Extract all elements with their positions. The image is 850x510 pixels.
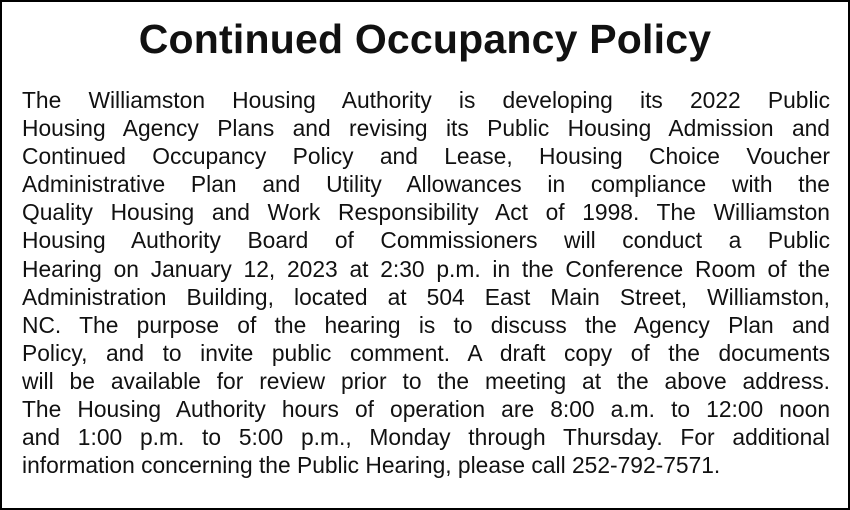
notice-line: Continued Occupancy Policy and Lease, Housing Choice Voucher <box>22 143 830 170</box>
notice-body <box>22 86 830 479</box>
notice-line: Policy, and to invite public comment. A draft copy of the documents <box>22 339 830 366</box>
notice-title: Continued Occupancy Policy <box>138 16 712 62</box>
notice-line: information concerning the Public Hearing, please call 252-792-7571. <box>22 452 721 479</box>
notice-line: Hearing on January 12, 2023 at 2:30 p.m. in the Conference Room of the <box>22 255 830 282</box>
notice-line: Housing Authority Board of Commissioners will conduct a Public <box>22 227 830 254</box>
notice-line: The Williamston Housing Authority is developing its 2022 Public <box>22 87 830 113</box>
notice-line: Administrative Plan and Utility Allowances in compliance with the <box>22 171 830 198</box>
notice-line: Administration Building, located at 504 East Main Street, Williamston, <box>22 283 830 310</box>
notice-line: Housing Agency Plans and revising its Public Housing Admission and <box>22 115 830 142</box>
notice-line: and 1:00 p.m. to 5:00 p.m., Monday through Thursday. For additional <box>22 424 830 451</box>
notice-line: Quality Housing and Work Responsibility Act of 1998. The Williamston <box>22 199 830 226</box>
notice-line: will be available for review prior to the meeting at the above address. <box>22 367 830 394</box>
notice-line: NC. The purpose of the hearing is to discuss the Agency Plan and <box>22 311 830 338</box>
notice-line: The Housing Authority hours of operation are 8:00 a.m. to 12:00 noon <box>22 396 830 423</box>
